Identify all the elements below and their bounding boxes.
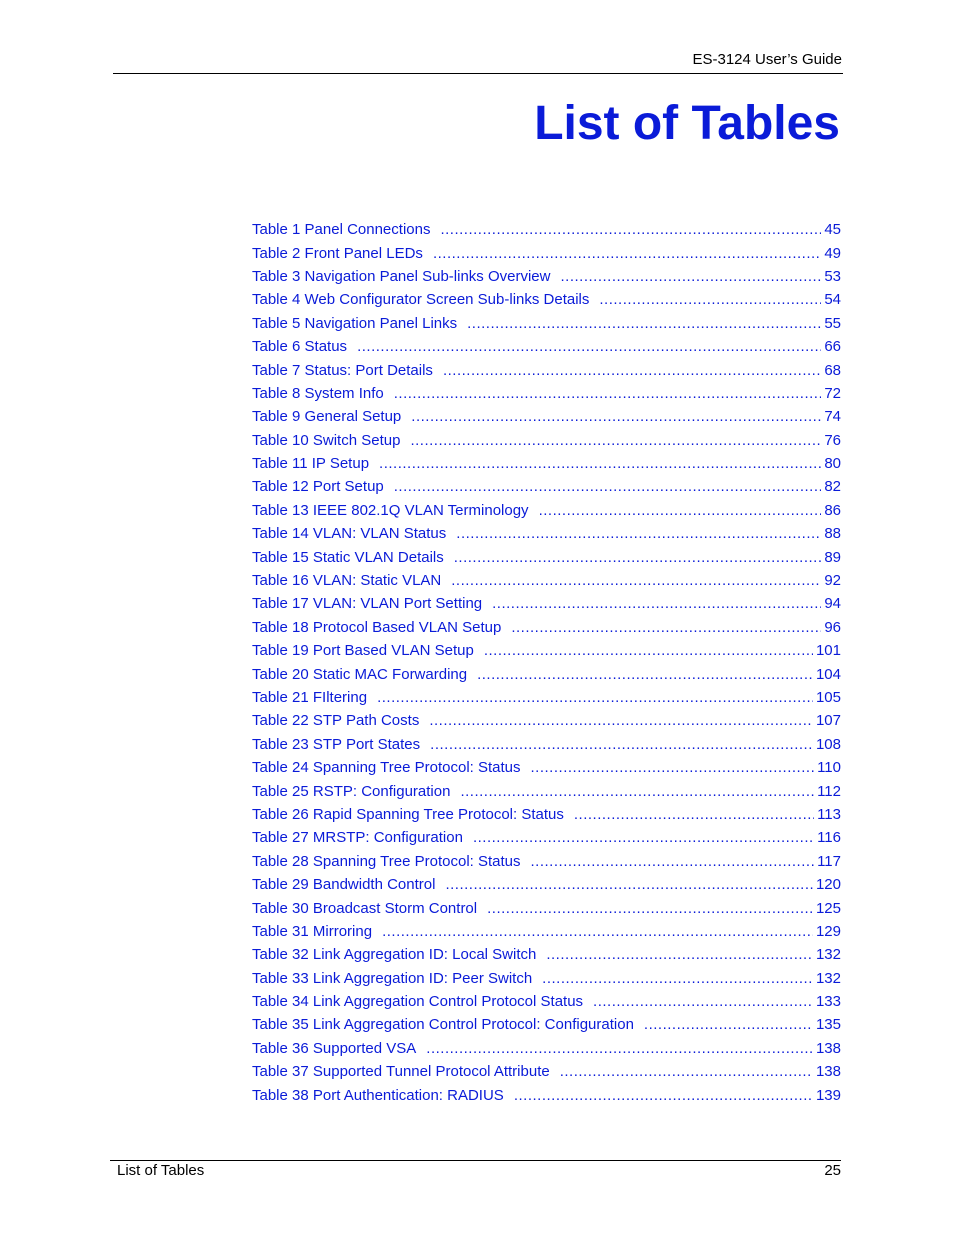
toc-entry-label[interactable]: Table 35 Link Aggregation Control Protocol: Configuration <box>252 1016 634 1034</box>
toc-entry[interactable] <box>252 1013 841 1036</box>
toc-entry-label[interactable]: Table 15 Static VLAN Details <box>252 548 444 566</box>
toc-dot-leader <box>539 502 822 519</box>
toc-entry[interactable] <box>252 241 841 264</box>
toc-entry[interactable] <box>252 1037 841 1060</box>
toc-entry-page[interactable]: 68 <box>824 361 841 379</box>
toc-entry-page[interactable]: 54 <box>824 291 841 309</box>
toc-entry-page[interactable]: 125 <box>815 899 841 917</box>
toc-dot-leader <box>511 619 821 636</box>
toc-entry[interactable] <box>252 639 841 662</box>
toc-entry[interactable] <box>252 475 841 498</box>
toc-entry-label[interactable]: Table 38 Port Authentication: RADIUS <box>252 1086 504 1104</box>
toc-entry-page[interactable]: 108 <box>815 735 841 753</box>
toc-entry-page[interactable]: 76 <box>824 431 841 449</box>
toc-entry[interactable] <box>252 826 841 849</box>
toc-entry-label[interactable]: Table 30 Broadcast Storm Control <box>252 899 478 917</box>
toc-entry[interactable] <box>252 662 841 685</box>
footer-section-title: List of Tables <box>117 1162 205 1179</box>
toc-entry-label[interactable]: Table 32 Link Aggregation ID: Local Switch <box>252 946 537 964</box>
toc-entry-label[interactable]: Table 10 Switch Setup <box>252 431 401 449</box>
toc-dot-leader <box>574 806 814 823</box>
toc-entry-page[interactable]: 138 <box>815 1039 841 1057</box>
toc-dot-leader <box>443 362 821 379</box>
toc-entry-label[interactable]: Table 27 MRSTP: Configuration <box>252 829 463 847</box>
toc-entry-page[interactable]: 120 <box>815 876 841 894</box>
toc-entry-label[interactable]: Table 21 FIltering <box>252 689 368 706</box>
toc-entry[interactable] <box>252 522 841 545</box>
toc-entry[interactable] <box>252 850 841 873</box>
toc-entry-page[interactable]: 82 <box>824 478 841 496</box>
toc-entry[interactable] <box>252 990 841 1013</box>
toc-entry-label[interactable]: Table 12 Port Setup <box>252 478 384 496</box>
toc-entry[interactable] <box>252 896 841 919</box>
toc-entry-page[interactable]: 113 <box>817 805 841 823</box>
toc-entry[interactable] <box>252 382 841 405</box>
toc-entry-page[interactable]: 92 <box>824 572 841 590</box>
toc-dot-leader <box>531 759 815 776</box>
toc-dot-leader <box>377 689 813 706</box>
toc-dot-leader <box>487 900 813 917</box>
toc-entry-page[interactable]: 112 <box>817 782 841 800</box>
toc-entry-page[interactable]: 66 <box>824 338 841 356</box>
toc-entry[interactable] <box>252 1083 841 1106</box>
toc-entry-page[interactable]: 105 <box>815 689 841 706</box>
toc-dot-leader <box>593 993 813 1010</box>
toc-entry-page[interactable]: 74 <box>824 408 841 426</box>
toc-entry-label[interactable]: Table 34 Link Aggregation Control Protocol Status <box>252 993 584 1011</box>
toc-entry-page[interactable]: 53 <box>824 267 841 285</box>
toc-entry-page[interactable]: 129 <box>815 922 841 940</box>
toc-entry[interactable] <box>252 779 841 802</box>
toc-dot-leader <box>379 455 821 472</box>
toc-dot-leader <box>542 970 813 987</box>
toc-dot-leader <box>445 876 813 893</box>
toc-entry[interactable] <box>252 545 841 568</box>
toc-dot-leader <box>382 923 813 940</box>
toc-dot-leader <box>514 1087 813 1104</box>
toc-entry[interactable] <box>252 288 841 311</box>
toc-entry-label[interactable]: Table 28 Spanning Tree Protocol: Status <box>252 852 521 870</box>
toc-entry-label[interactable]: Table 9 General Setup <box>252 408 402 426</box>
toc-entry-page[interactable]: 94 <box>824 595 841 613</box>
toc-entry-label[interactable]: Table 13 IEEE 802.1Q VLAN Terminology <box>252 501 529 519</box>
toc-entry-label[interactable]: Table 5 Navigation Panel Links <box>252 314 458 332</box>
toc-entry-label[interactable]: Table 29 Bandwidth Control <box>252 876 436 894</box>
header-divider <box>113 73 843 74</box>
toc-entry[interactable] <box>252 312 841 335</box>
toc-dot-leader <box>410 432 821 449</box>
toc-dot-leader <box>467 315 821 332</box>
toc-entry-label[interactable]: Table 11 IP Setup <box>252 455 370 473</box>
toc-entry[interactable] <box>252 920 841 943</box>
toc-dot-leader <box>473 829 814 846</box>
toc-dot-leader <box>560 268 821 285</box>
table-of-tables <box>252 218 841 1107</box>
toc-entry-page[interactable]: 104 <box>815 665 841 683</box>
toc-entry-label[interactable]: Table 14 VLAN: VLAN Status <box>252 525 447 543</box>
toc-entry-label[interactable]: Table 1 Panel Connections <box>252 221 431 239</box>
toc-dot-leader <box>460 783 814 800</box>
toc-entry-label[interactable]: Table 2 Front Panel LEDs <box>252 244 423 262</box>
toc-dot-leader <box>426 1040 813 1057</box>
toc-entry[interactable] <box>252 873 841 896</box>
toc-entry-page[interactable]: 117 <box>817 852 841 870</box>
toc-dot-leader <box>411 408 821 425</box>
toc-entry[interactable] <box>252 1060 841 1083</box>
footer-page-number: 25 <box>824 1162 841 1179</box>
toc-entry-label[interactable]: Table 33 Link Aggregation ID: Peer Switch <box>252 969 533 987</box>
toc-entry-page[interactable]: 89 <box>824 548 841 566</box>
toc-entry-page[interactable]: 132 <box>815 946 841 964</box>
toc-entry[interactable] <box>252 756 841 779</box>
toc-entry[interactable] <box>252 569 841 592</box>
toc-dot-leader <box>440 221 821 238</box>
toc-dot-leader <box>456 525 821 542</box>
toc-entry-page[interactable]: 55 <box>824 314 841 332</box>
toc-entry-label[interactable]: Table 20 Static MAC Forwarding <box>252 665 468 683</box>
toc-entry-label[interactable]: Table 7 Status: Port Details <box>252 361 433 379</box>
guide-title: ES-3124 User’s Guide <box>692 51 842 68</box>
toc-entry-label[interactable]: Table 31 Mirroring <box>252 922 373 940</box>
toc-entry-page[interactable]: 138 <box>815 1063 841 1081</box>
toc-entry-page[interactable]: 132 <box>815 969 841 987</box>
toc-entry-label[interactable]: Table 16 VLAN: Static VLAN <box>252 572 442 590</box>
toc-entry[interactable] <box>252 616 841 639</box>
toc-entry[interactable] <box>252 499 841 522</box>
toc-entry-page[interactable]: 72 <box>824 384 841 402</box>
toc-entry-page[interactable]: 101 <box>815 642 841 660</box>
toc-entry-page[interactable]: 88 <box>824 525 841 543</box>
page-title: List of Tables <box>534 97 840 150</box>
toc-entry[interactable] <box>252 452 841 475</box>
toc-dot-leader <box>430 736 813 753</box>
toc-entry-label[interactable]: Table 3 Navigation Panel Sub-links Overview <box>252 267 551 285</box>
toc-dot-leader <box>433 245 821 262</box>
toc-dot-leader <box>599 291 821 308</box>
toc-dot-leader <box>357 338 821 355</box>
toc-entry-label[interactable]: Table 37 Supported Tunnel Protocol Attribute <box>252 1063 550 1081</box>
toc-entry-page[interactable]: 133 <box>815 993 841 1011</box>
toc-entry[interactable] <box>252 733 841 756</box>
toc-dot-leader <box>644 1016 813 1033</box>
toc-dot-leader <box>477 666 813 683</box>
toc-entry-page[interactable]: 96 <box>824 618 841 636</box>
toc-entry-page[interactable]: 135 <box>815 1016 841 1034</box>
toc-entry-label[interactable]: Table 17 VLAN: VLAN Port Setting <box>252 595 483 613</box>
footer-divider <box>110 1160 841 1161</box>
toc-entry[interactable] <box>252 265 841 288</box>
toc-dot-leader <box>394 385 822 402</box>
toc-dot-leader <box>394 478 822 495</box>
toc-entry-label[interactable]: Table 23 STP Port States <box>252 735 421 753</box>
toc-entry[interactable] <box>252 686 841 709</box>
toc-dot-leader <box>492 595 821 612</box>
toc-entry-page[interactable]: 45 <box>824 221 841 239</box>
toc-entry-label[interactable]: Table 4 Web Configurator Screen Sub-links Details <box>252 291 590 309</box>
toc-entry-label[interactable]: Table 24 Spanning Tree Protocol: Status <box>252 759 521 777</box>
toc-entry[interactable] <box>252 803 841 826</box>
toc-entry-label[interactable]: Table 18 Protocol Based VLAN Setup <box>252 618 502 636</box>
toc-entry-label[interactable]: Table 6 Status <box>252 338 348 356</box>
toc-entry-page[interactable]: 139 <box>815 1086 841 1104</box>
toc-dot-leader <box>451 572 821 589</box>
toc-entry-page[interactable]: 110 <box>817 759 841 777</box>
toc-entry[interactable] <box>252 335 841 358</box>
toc-entry[interactable] <box>252 967 841 990</box>
toc-entry-label[interactable]: Table 22 STP Path Costs <box>252 712 420 730</box>
toc-entry-page[interactable]: 107 <box>815 712 841 730</box>
toc-entry-label[interactable]: Table 19 Port Based VLAN Setup <box>252 642 474 660</box>
toc-entry-page[interactable]: 49 <box>824 244 841 262</box>
toc-dot-leader <box>429 712 813 729</box>
toc-entry-page[interactable]: 116 <box>817 829 841 847</box>
toc-entry[interactable] <box>252 218 841 241</box>
toc-entry[interactable] <box>252 405 841 428</box>
toc-entry-page[interactable]: 80 <box>824 455 841 473</box>
toc-entry-label[interactable]: Table 25 RSTP: Configuration <box>252 782 451 800</box>
toc-entry[interactable] <box>252 592 841 615</box>
toc-dot-leader <box>454 549 822 566</box>
toc-dot-leader <box>560 1063 813 1080</box>
toc-entry-label[interactable]: Table 8 System Info <box>252 384 384 402</box>
toc-entry-label[interactable]: Table 26 Rapid Spanning Tree Protocol: Status <box>252 805 564 823</box>
toc-entry[interactable] <box>252 709 841 732</box>
toc-dot-leader <box>484 642 813 659</box>
toc-entry-page[interactable]: 86 <box>824 501 841 519</box>
toc-entry-label[interactable]: Table 36 Supported VSA <box>252 1039 417 1057</box>
toc-entry[interactable] <box>252 358 841 381</box>
toc-entry[interactable] <box>252 943 841 966</box>
toc-dot-leader <box>546 946 813 963</box>
toc-dot-leader <box>531 853 815 870</box>
toc-entry[interactable] <box>252 429 841 452</box>
